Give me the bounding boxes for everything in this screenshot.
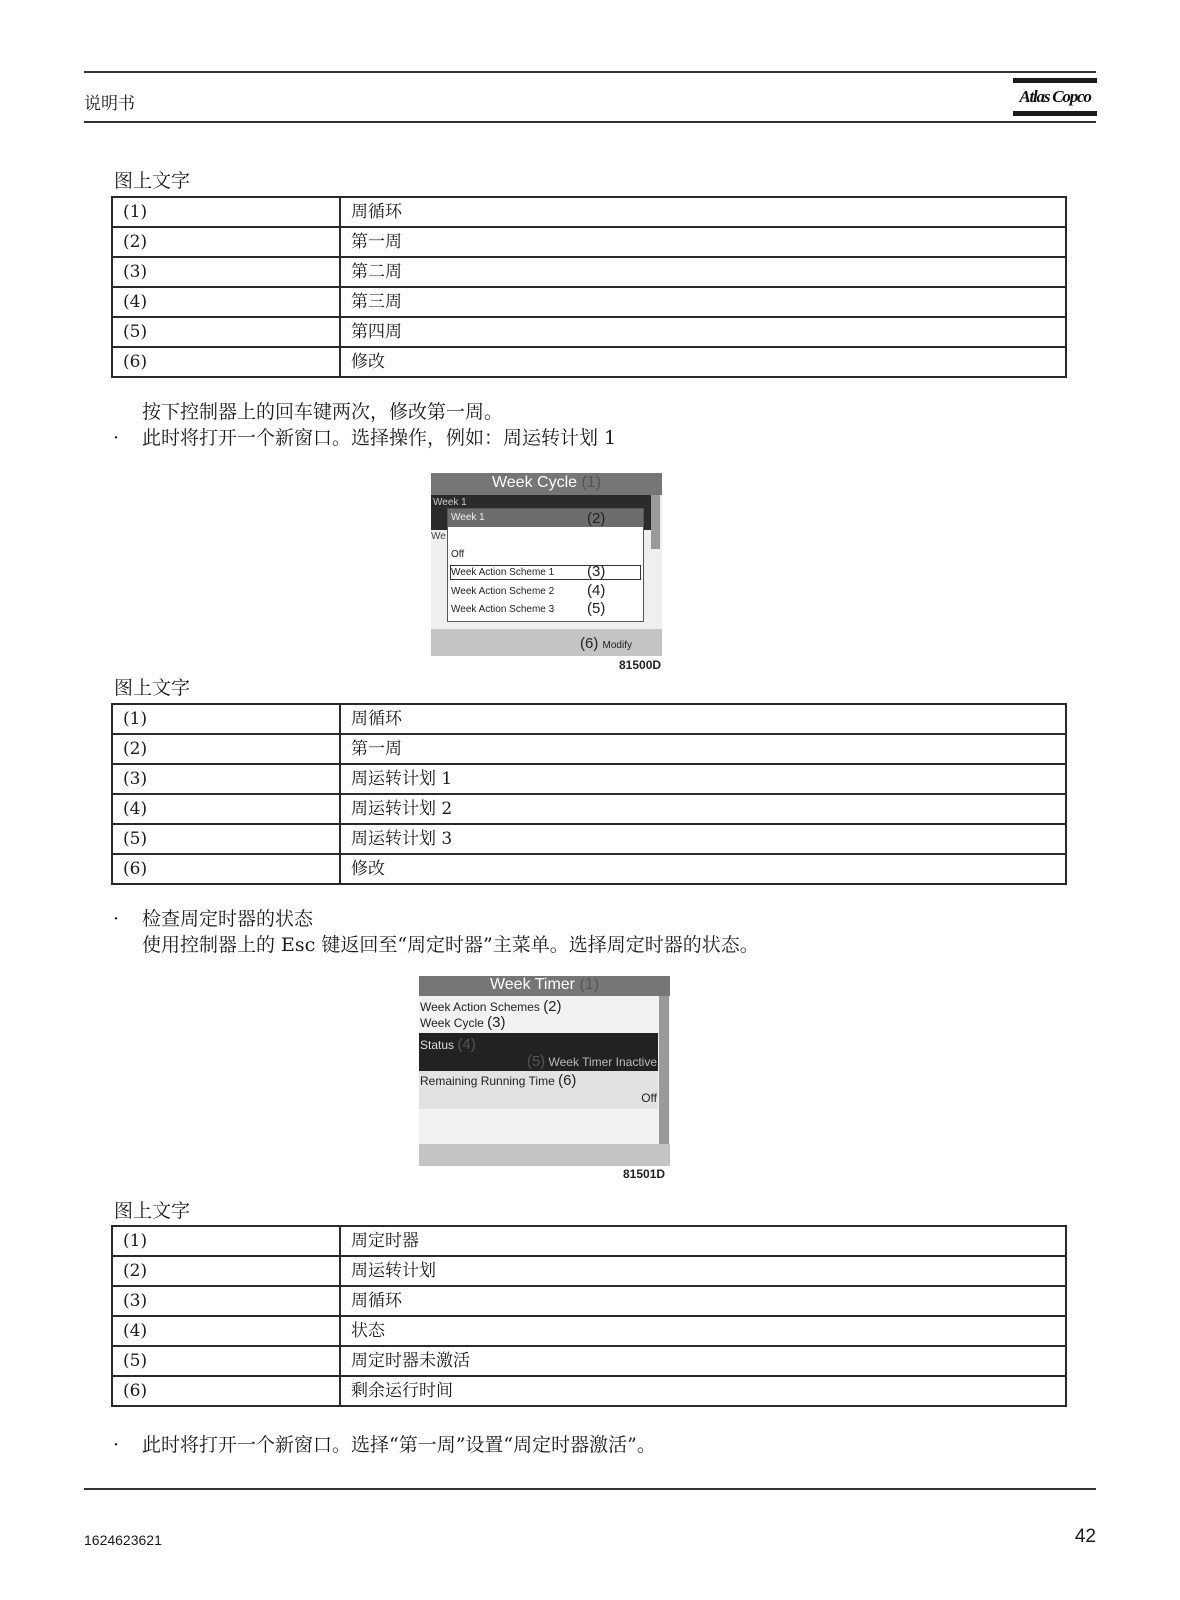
callout-1: (1): [581, 474, 602, 491]
description-cell: 第四周: [340, 317, 1066, 347]
callout-number-cell: (6): [112, 347, 340, 377]
screen-bottom-bar: [419, 1144, 670, 1166]
document-title: 说明书: [84, 94, 135, 114]
logo-wordmark: Atlas Copco: [1019, 87, 1091, 106]
table-row: [112, 794, 1066, 824]
callout-6: (6): [580, 635, 599, 652]
callout-number-cell: (3): [112, 764, 340, 794]
callout-number-cell: (6): [112, 854, 340, 884]
table-row: [112, 347, 1066, 377]
table-row: [112, 257, 1066, 287]
table-row: [112, 1316, 1066, 1346]
callout-number-cell: (1): [112, 704, 340, 734]
logo-top-bar: [1013, 78, 1097, 83]
description-cell: 修改: [340, 347, 1066, 377]
description-cell: 第一周: [340, 227, 1066, 257]
figure-id-2: 81501D: [623, 1167, 666, 1181]
scrollbar: [651, 495, 660, 549]
document-number: 1624623621: [84, 1532, 162, 1548]
callout-5: (5): [587, 600, 606, 617]
table-row: [112, 734, 1066, 764]
table-row: [112, 764, 1066, 794]
table-row: [112, 1346, 1066, 1376]
bullet-marker: ·: [113, 427, 120, 449]
week-cycle-screenshot: Week Cycle (1) Week 1 We Week 1 (2) Off Week Action Scheme 1 (3) Week Action Scheme 2 (4) Week Action Scheme 3 (5) (6) Modify: [431, 473, 662, 656]
callout-number-cell: (2): [112, 734, 340, 764]
header-bottom-rule: [84, 121, 1096, 123]
callout-number-cell: (5): [112, 317, 340, 347]
logo-bottom-bar: [1013, 111, 1097, 116]
legend-table-2: [111, 703, 1067, 885]
callout-number-cell: (6): [112, 1376, 340, 1406]
table-row: [112, 317, 1066, 347]
table-row: [112, 1376, 1066, 1406]
callout-4: (4): [587, 582, 606, 599]
callout-2: (2): [543, 998, 562, 1015]
menu-item-status: Status: [420, 1038, 455, 1052]
legend-table-3: [111, 1225, 1067, 1407]
bullet-text-1: 此时将打开一个新窗口。选择操作，例如：周运转计划 1: [142, 427, 617, 449]
menu-item-week-action-schemes[interactable]: Week Action Schemes: [420, 1000, 540, 1014]
menu-item-remaining-running-time: Remaining Running Time: [420, 1074, 555, 1088]
option-week-action-scheme-3[interactable]: Week Action Scheme 3: [451, 604, 555, 615]
description-cell: 周循环: [340, 1286, 1066, 1316]
description-cell: 周定时器: [340, 1226, 1066, 1256]
callout-2: (2): [587, 510, 606, 527]
callout-3: (3): [487, 1014, 506, 1031]
callout-number-cell: (5): [112, 1346, 340, 1376]
callout-number-cell: (3): [112, 257, 340, 287]
week-timer-screenshot: [419, 976, 670, 1166]
description-cell: 第三周: [340, 287, 1066, 317]
table-row: [112, 1256, 1066, 1286]
bullet-marker: ·: [113, 908, 120, 930]
remaining-time-value: Off: [641, 1091, 657, 1105]
description-cell: 周运转计划: [340, 1256, 1066, 1286]
screen-title: Week Cycle: [491, 474, 578, 491]
modify-button[interactable]: Modify: [602, 640, 632, 651]
table-row: [112, 287, 1066, 317]
popup-title: Week 1: [451, 512, 485, 523]
background-week-label: Week 1: [433, 497, 467, 508]
table-row: [112, 704, 1066, 734]
scrollbar: [659, 996, 669, 1144]
description-cell: 修改: [340, 854, 1066, 884]
figure-id-1: 81500D: [619, 658, 662, 672]
page-number: 42: [1074, 1526, 1096, 1547]
table-row: [112, 824, 1066, 854]
callout-number-cell: (2): [112, 227, 340, 257]
figure-caption-1: 图上文字: [114, 170, 191, 192]
callout-number-cell: (3): [112, 1286, 340, 1316]
figure-caption-2: 图上文字: [114, 677, 191, 699]
callout-6: (6): [558, 1072, 577, 1089]
callout-number-cell: (2): [112, 1256, 340, 1286]
bullet-text-2: 检查周定时器的状态: [142, 908, 314, 930]
instruction-paragraph-1: 按下控制器上的回车键两次，修改第一周。: [142, 401, 504, 423]
bullet-marker: ·: [113, 1434, 120, 1456]
callout-number-cell: (5): [112, 824, 340, 854]
callout-number-cell: (4): [112, 1316, 340, 1346]
callout-5: (5): [526, 1053, 546, 1070]
callout-3: (3): [587, 563, 606, 580]
status-value: Week Timer Inactive: [548, 1055, 657, 1069]
footer-rule: [84, 1488, 1096, 1490]
instruction-paragraph-2: 使用控制器上的 Esc 键返回至“周定时器”主菜单。选择周定时器的状态。: [142, 934, 759, 956]
description-cell: 第二周: [340, 257, 1066, 287]
callout-number-cell: (4): [112, 287, 340, 317]
callout-number-cell: (4): [112, 794, 340, 824]
screen-title: Week Timer: [489, 976, 576, 993]
option-off[interactable]: Off: [451, 549, 465, 560]
menu-item-week-cycle[interactable]: Week Cycle: [420, 1016, 484, 1030]
callout-number-cell: (1): [112, 1226, 340, 1256]
figure-caption-3: 图上文字: [114, 1200, 191, 1222]
header-top-rule: [84, 71, 1096, 73]
description-cell: 状态: [340, 1316, 1066, 1346]
option-week-action-scheme-1[interactable]: Week Action Scheme 1: [451, 567, 555, 578]
legend-table-1: [111, 196, 1067, 378]
description-cell: 周定时器未激活: [340, 1346, 1066, 1376]
description-cell: 周循环: [340, 704, 1066, 734]
table-row: [112, 197, 1066, 227]
description-cell: 第一周: [340, 734, 1066, 764]
atlas-copco-logo: [1013, 78, 1097, 120]
callout-1: (1): [579, 976, 600, 993]
description-cell: 周运转计划 1: [340, 764, 1066, 794]
description-cell: 周循环: [340, 197, 1066, 227]
week-selection-popup[interactable]: [447, 508, 644, 622]
callout-4: (4): [457, 1036, 476, 1053]
table-row: [112, 1226, 1066, 1256]
table-row: [112, 854, 1066, 884]
description-cell: 剩余运行时间: [340, 1376, 1066, 1406]
option-week-action-scheme-2[interactable]: Week Action Scheme 2: [451, 586, 555, 597]
table-row: [112, 227, 1066, 257]
bullet-text-3: 此时将打开一个新窗口。选择“第一周”设置“周定时器激活”。: [142, 1434, 656, 1456]
table-row: [112, 1286, 1066, 1316]
callout-number-cell: (1): [112, 197, 340, 227]
description-cell: 周运转计划 2: [340, 794, 1066, 824]
description-cell: 周运转计划 3: [340, 824, 1066, 854]
